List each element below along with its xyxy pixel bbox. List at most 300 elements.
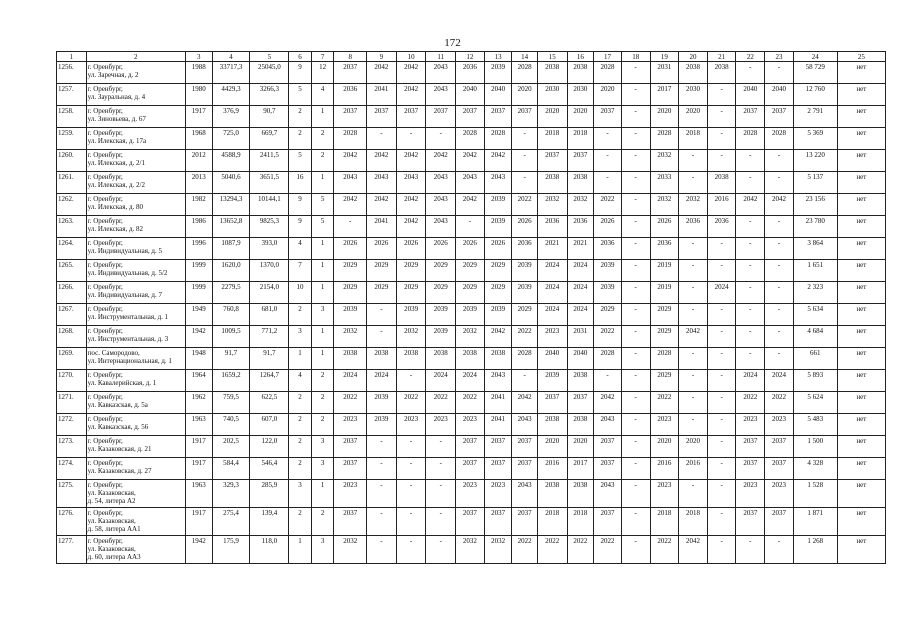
data-cell: 2036 (707, 216, 736, 238)
data-cell: 2023 (736, 414, 765, 436)
address-cell (86, 84, 185, 106)
data-cell: 2037 (594, 436, 622, 458)
data-cell: 2023 (650, 414, 679, 436)
data-cell: 2 (289, 392, 312, 414)
address-cell (86, 348, 185, 370)
column-number: 11 (426, 52, 456, 62)
table-row (57, 106, 886, 128)
data-cell: 2037 (765, 458, 794, 480)
address-line: ул. Казаковская, д. 21 (87, 445, 152, 453)
table-row (57, 84, 886, 106)
data-cell: 1917 (185, 106, 212, 128)
address-line: г. Оренбург, (87, 327, 123, 335)
data-cell: 2017 (567, 458, 594, 480)
data-cell: 285,9 (250, 480, 289, 508)
data-cell: 7 (289, 260, 312, 282)
data-cell: 2018 (537, 128, 567, 150)
data-cell: - (621, 392, 650, 414)
data-cell: 2023 (765, 414, 794, 436)
data-cell: 2043 (512, 480, 538, 508)
data-cell: 2042 (396, 150, 426, 172)
data-cell: 2043 (426, 84, 456, 106)
data-cell: 2038 (426, 348, 456, 370)
data-cell: - (679, 238, 708, 260)
data-cell: 1 (311, 172, 334, 194)
data-cell: 2029 (334, 282, 367, 304)
data-cell: 4429,3 (212, 84, 250, 106)
data-cell: - (765, 172, 794, 194)
data-cell: 2023 (736, 480, 765, 508)
data-cell: 2023 (537, 326, 567, 348)
data-cell: 2037 (736, 508, 765, 536)
data-cell: нет (837, 392, 885, 414)
data-cell: 2029 (484, 282, 512, 304)
data-cell: 2022 (594, 536, 622, 564)
address-cell (86, 536, 185, 564)
data-cell: - (736, 536, 765, 564)
data-cell: 2043 (426, 172, 456, 194)
row-number: 1259. (57, 128, 87, 150)
data-cell: 91,7 (250, 348, 289, 370)
data-cell: 2020 (537, 106, 567, 128)
data-cell: нет (837, 260, 885, 282)
data-cell: 2037 (765, 508, 794, 536)
data-cell: 2042 (456, 150, 485, 172)
data-cell: 175,9 (212, 536, 250, 564)
column-number: 21 (707, 52, 736, 62)
data-cell: 2022 (512, 326, 538, 348)
data-cell: 2038 (567, 414, 594, 436)
column-number: 18 (621, 52, 650, 62)
row-number: 1257. (57, 84, 87, 106)
data-cell: 3 (289, 326, 312, 348)
data-cell: - (707, 536, 736, 564)
row-number: 1267. (57, 304, 87, 326)
data-cell: нет (837, 106, 885, 128)
data-cell: - (736, 150, 765, 172)
data-cell: 2042 (679, 536, 708, 564)
address-cell (86, 128, 185, 150)
data-cell: 1 (311, 106, 334, 128)
data-cell: 2042 (484, 150, 512, 172)
data-cell: 2037 (736, 436, 765, 458)
data-cell: 2022 (456, 392, 485, 414)
data-cell: - (367, 458, 397, 480)
data-cell: 2026 (367, 238, 397, 260)
data-cell: 2042 (426, 150, 456, 172)
row-number: 1268. (57, 326, 87, 348)
row-number: 1269. (57, 348, 87, 370)
data-cell: 2042 (396, 194, 426, 216)
data-cell: 2039 (426, 326, 456, 348)
data-cell: - (621, 84, 650, 106)
column-number-row (57, 52, 886, 62)
data-cell: 2021 (537, 238, 567, 260)
data-cell: 2024 (765, 370, 794, 392)
column-number: 24 (793, 52, 837, 62)
address-line: г. Оренбург, (87, 173, 123, 181)
table-row (57, 348, 886, 370)
data-cell: 2038 (367, 348, 397, 370)
data-cell: 2154,0 (250, 282, 289, 304)
row-number: 1265. (57, 260, 87, 282)
data-cell: - (367, 480, 397, 508)
data-cell: 2039 (537, 370, 567, 392)
address-cell (86, 508, 185, 536)
data-cell: 2029 (594, 304, 622, 326)
data-cell: 2023 (484, 480, 512, 508)
address-line: ул. Зиновьева, д. 67 (87, 115, 146, 123)
address-line: ул. Индивидуальная, д. 7 (87, 291, 162, 299)
data-cell: - (621, 370, 650, 392)
data-cell: - (765, 348, 794, 370)
data-cell: 2023 (765, 480, 794, 508)
data-cell: 5 893 (793, 370, 837, 392)
address-cell (86, 370, 185, 392)
data-cell: - (707, 348, 736, 370)
data-cell: - (367, 128, 397, 150)
data-cell: 2036 (567, 216, 594, 238)
data-cell: 5 624 (793, 392, 837, 414)
data-cell: 2023 (650, 480, 679, 508)
data-cell: 1986 (185, 216, 212, 238)
data-cell: 2029 (456, 260, 485, 282)
data-cell: 584,4 (212, 458, 250, 480)
column-number: 1 (57, 52, 87, 62)
data-cell: 2037 (567, 392, 594, 414)
address-line: ул. Илекская, д. 2/2 (87, 181, 145, 189)
data-cell: 2037 (594, 508, 622, 536)
data-cell: 2018 (679, 128, 708, 150)
data-cell: нет (837, 150, 885, 172)
data-cell: 2 791 (793, 106, 837, 128)
data-cell: - (594, 128, 622, 150)
data-cell: 1942 (185, 536, 212, 564)
row-number: 1277. (57, 536, 87, 564)
data-cell: 3 (311, 304, 334, 326)
address-cell (86, 326, 185, 348)
data-cell: - (679, 414, 708, 436)
data-cell: 2038 (567, 370, 594, 392)
table-row (57, 436, 886, 458)
data-cell: 2020 (512, 84, 538, 106)
column-number: 9 (367, 52, 397, 62)
table-row (57, 238, 886, 260)
data-cell: - (707, 304, 736, 326)
data-cell: 2032 (679, 194, 708, 216)
data-cell: 3651,5 (250, 172, 289, 194)
data-cell: 2028 (512, 348, 538, 370)
data-cell: 2042 (334, 150, 367, 172)
data-cell: 2039 (484, 304, 512, 326)
data-cell: - (765, 536, 794, 564)
data-cell: - (707, 326, 736, 348)
data-cell: 2039 (484, 62, 512, 84)
data-cell: 122,0 (250, 436, 289, 458)
data-cell: 1087,9 (212, 238, 250, 260)
table-row (57, 326, 886, 348)
data-cell: 4 328 (793, 458, 837, 480)
data-cell: 2043 (396, 172, 426, 194)
column-number: 17 (594, 52, 622, 62)
data-cell: 2038 (707, 62, 736, 84)
data-cell: 1 (311, 238, 334, 260)
data-cell: - (456, 216, 485, 238)
data-cell: 2043 (426, 216, 456, 238)
data-cell: 2029 (396, 282, 426, 304)
data-cell: - (396, 536, 426, 564)
address-line: г. Оренбург, (87, 481, 123, 489)
data-cell: 2022 (594, 326, 622, 348)
data-cell: нет (837, 238, 885, 260)
data-cell: 2022 (334, 392, 367, 414)
data-cell: - (621, 238, 650, 260)
data-cell: 2020 (537, 436, 567, 458)
data-cell: 759,5 (212, 392, 250, 414)
data-cell: 3 (289, 480, 312, 508)
data-cell: 2039 (456, 304, 485, 326)
row-number: 1275. (57, 480, 87, 508)
table-row (57, 216, 886, 238)
column-number: 22 (736, 52, 765, 62)
table-row (57, 508, 886, 536)
data-cell: 1949 (185, 304, 212, 326)
address-line: г. Оренбург, (87, 283, 123, 291)
data-cell: - (736, 238, 765, 260)
data-cell: - (707, 436, 736, 458)
data-cell: нет (837, 326, 885, 348)
data-cell: 2026 (594, 216, 622, 238)
data-cell: 2043 (484, 172, 512, 194)
data-cell: 2040 (537, 348, 567, 370)
data-cell: 2029 (456, 282, 485, 304)
row-number: 1258. (57, 106, 87, 128)
address-line: ул. Илекская, д. 2/1 (87, 159, 145, 167)
data-cell: 2029 (650, 370, 679, 392)
data-cell: 9 (289, 62, 312, 84)
data-cell: 2043 (426, 62, 456, 84)
data-cell: 9825,3 (250, 216, 289, 238)
address-cell (86, 304, 185, 326)
data-cell: 5 634 (793, 304, 837, 326)
data-cell: - (512, 370, 538, 392)
data-cell: 2038 (537, 62, 567, 84)
data-cell: 2028 (594, 348, 622, 370)
data-cell: 2042 (484, 326, 512, 348)
column-number: 4 (212, 52, 250, 62)
data-cell: 1980 (185, 84, 212, 106)
data-cell: 2037 (567, 150, 594, 172)
data-cell: 2033 (650, 172, 679, 194)
data-cell: 23 156 (793, 194, 837, 216)
data-cell: - (594, 370, 622, 392)
data-cell: 2038 (567, 62, 594, 84)
data-cell: 2029 (367, 282, 397, 304)
data-cell: 2037 (594, 458, 622, 480)
data-cell: нет (837, 282, 885, 304)
data-cell: - (594, 172, 622, 194)
data-cell: - (707, 84, 736, 106)
data-cell: 275,4 (212, 508, 250, 536)
data-cell: - (679, 260, 708, 282)
data-cell: 1 (311, 282, 334, 304)
data-cell: - (679, 480, 708, 508)
data-cell: 2042 (334, 194, 367, 216)
data-cell: 2039 (396, 304, 426, 326)
data-cell: 2037 (765, 436, 794, 458)
data-cell: - (621, 216, 650, 238)
data-cell: - (707, 480, 736, 508)
data-cell: 760,8 (212, 304, 250, 326)
data-cell: 2017 (650, 84, 679, 106)
data-cell: 2039 (484, 194, 512, 216)
data-cell: 2038 (679, 62, 708, 84)
address-cell (86, 194, 185, 216)
data-cell: 3266,3 (250, 84, 289, 106)
data-cell: 2016 (537, 458, 567, 480)
data-cell: 2026 (334, 238, 367, 260)
column-number: 23 (765, 52, 794, 62)
data-cell: - (621, 508, 650, 536)
data-cell: 2038 (456, 348, 485, 370)
address-cell (86, 150, 185, 172)
data-cell: 2031 (567, 326, 594, 348)
data-cell: 2026 (650, 216, 679, 238)
data-cell: 393,0 (250, 238, 289, 260)
data-cell: 2037 (334, 62, 367, 84)
data-cell: - (736, 62, 765, 84)
data-cell: 9 (289, 216, 312, 238)
data-cell: 2037 (512, 436, 538, 458)
data-cell: 1264,7 (250, 370, 289, 392)
data-cell: - (679, 348, 708, 370)
data-cell: - (621, 348, 650, 370)
data-cell: нет (837, 84, 885, 106)
data-cell: 1 268 (793, 536, 837, 564)
address-line: д. 58, литера АА1 (87, 525, 141, 533)
data-cell: - (765, 260, 794, 282)
data-cell: - (679, 172, 708, 194)
data-cell: 2037 (512, 458, 538, 480)
data-cell: 2028 (334, 128, 367, 150)
data-cell: 1 (311, 480, 334, 508)
address-line: пос. Самородово, (87, 349, 140, 357)
data-cell: - (512, 172, 538, 194)
data-cell: 2042 (396, 62, 426, 84)
data-cell: 12 760 (793, 84, 837, 106)
row-number: 1274. (57, 458, 87, 480)
data-cell: 1917 (185, 458, 212, 480)
data-cell: 2040 (484, 84, 512, 106)
address-line: г. Оренбург, (87, 537, 123, 545)
data-cell: - (736, 326, 765, 348)
data-cell: 2024 (367, 370, 397, 392)
data-cell: 329,3 (212, 480, 250, 508)
data-cell: 2024 (334, 370, 367, 392)
data-cell: 2022 (512, 536, 538, 564)
address-line: г. Оренбург, (87, 459, 123, 467)
data-cell: 2 323 (793, 282, 837, 304)
table-body (57, 62, 886, 564)
data-cell: - (765, 304, 794, 326)
data-cell: - (765, 150, 794, 172)
data-cell: - (765, 282, 794, 304)
data-cell: 2037 (736, 458, 765, 480)
data-cell: - (707, 128, 736, 150)
data-cell: 2039 (594, 282, 622, 304)
data-cell: 2037 (484, 458, 512, 480)
data-cell: 2028 (512, 62, 538, 84)
data-cell: 2042 (396, 216, 426, 238)
data-cell: 2039 (484, 216, 512, 238)
address-line: д. 54, литера А2 (87, 497, 136, 505)
data-cell: 2037 (537, 392, 567, 414)
row-number: 1256. (57, 62, 87, 84)
data-cell: 2016 (650, 458, 679, 480)
data-cell: 681,0 (250, 304, 289, 326)
address-line: ул. Казаковская, д. 27 (87, 467, 152, 475)
data-cell: - (707, 414, 736, 436)
row-number: 1276. (57, 508, 87, 536)
data-cell: 10144,1 (250, 194, 289, 216)
data-cell: 2016 (679, 458, 708, 480)
data-cell: 2043 (334, 172, 367, 194)
data-cell: 2032 (650, 194, 679, 216)
data-cell: - (765, 326, 794, 348)
column-number: 7 (311, 52, 334, 62)
address-cell (86, 238, 185, 260)
data-cell: 33717,3 (212, 62, 250, 84)
data-cell: 5040,6 (212, 172, 250, 194)
data-cell: 1962 (185, 392, 212, 414)
address-line: г. Оренбург, (87, 261, 123, 269)
data-cell: 2037 (456, 106, 485, 128)
address-cell (86, 216, 185, 238)
address-line: ул. Кавказская, д. 5а (87, 401, 148, 409)
data-cell: 2041 (367, 84, 397, 106)
data-cell: - (707, 260, 736, 282)
row-number: 1262. (57, 194, 87, 216)
data-cell: - (367, 326, 397, 348)
data-cell: 771,2 (250, 326, 289, 348)
address-line: г. Оренбург, (87, 63, 123, 71)
data-cell: 2032 (537, 194, 567, 216)
data-cell: 2038 (537, 172, 567, 194)
address-line: г. Оренбург, (87, 509, 123, 517)
row-number: 1261. (57, 172, 87, 194)
data-cell: 376,9 (212, 106, 250, 128)
data-cell: 2028 (650, 128, 679, 150)
address-line: ул. Кавалерийская, д. 1 (87, 379, 157, 387)
address-cell (86, 260, 185, 282)
data-cell: 2036 (679, 216, 708, 238)
data-cell: 2 (289, 128, 312, 150)
data-cell: 2 (289, 508, 312, 536)
data-cell: 23 780 (793, 216, 837, 238)
data-cell: 2020 (679, 106, 708, 128)
data-cell: 2029 (512, 304, 538, 326)
column-number: 14 (512, 52, 538, 62)
data-cell: 2022 (567, 536, 594, 564)
data-cell: 1620,0 (212, 260, 250, 282)
data-cell: 2032 (334, 326, 367, 348)
data-cell: 5 (289, 150, 312, 172)
data-cell: 13 220 (793, 150, 837, 172)
data-cell: 2013 (185, 172, 212, 194)
address-line: ул. Индивидуальная, д. 5 (87, 247, 162, 255)
data-cell: 2030 (537, 84, 567, 106)
address-line: ул. Казаковская, (87, 489, 136, 497)
